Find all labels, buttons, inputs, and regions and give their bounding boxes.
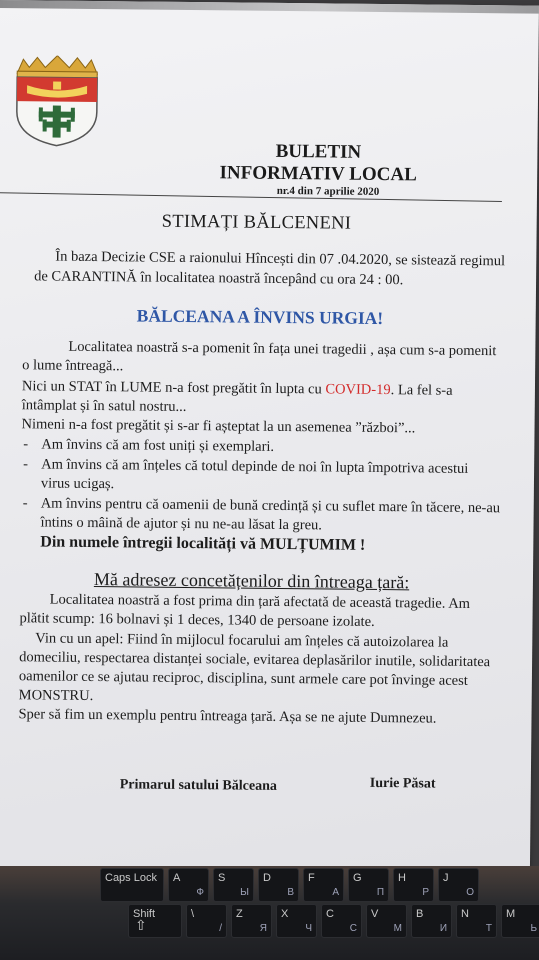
- signature-role: Primarul satului Bălceana: [119, 777, 277, 794]
- keyboard-key: [501, 904, 539, 938]
- caps-lock-key: [100, 868, 164, 902]
- key-cyrillic-label: Ф: [196, 887, 204, 898]
- keyboard-key: [186, 904, 227, 938]
- bulletin-issue: nr.4 din 7 aprilie 2020: [276, 184, 380, 198]
- key-latin-label: X: [281, 908, 289, 920]
- keyboard-key: [348, 868, 389, 902]
- keyboard-key: [438, 868, 479, 902]
- key-cyrillic-label: Р: [422, 887, 429, 898]
- bullet-3-line2: întins o mâină de ajutor și nu ne-au lăsat la greu.: [40, 514, 323, 534]
- paragraph2-line1: [22, 378, 453, 400]
- signature-name: Iurie Păsat: [369, 775, 436, 792]
- paragraph4-line1: Localitatea noastră a fost prima din țară afectată de această tragedie. Am: [49, 591, 471, 612]
- key-latin-label: D: [263, 872, 271, 884]
- key-cyrillic-label: Т: [485, 923, 492, 934]
- keyboard-key: [231, 904, 272, 938]
- key-latin-label: S: [218, 872, 226, 884]
- key-cyrillic-label: М: [393, 923, 402, 934]
- paragraph5-line2: domeciliu, respectarea distanței sociale, evitarea deplasărilor inutile, solidaritatea: [19, 649, 491, 671]
- paragraph1-line2: o lume întreagă...: [22, 357, 124, 375]
- paragraph2-text: Nici un STAT în LUME n-a fost pregătit în lupta cu: [21, 378, 326, 398]
- key-latin-label: B: [416, 908, 424, 920]
- thanks-line: Din numele întregii localități vă MULȚUMIM !: [40, 533, 366, 554]
- key-latin-label: J: [443, 872, 449, 884]
- bullet-2-line1: Am învins că am înțeles că totul depinde de noi în lupta împotriva acestui: [41, 456, 469, 477]
- coat-of-arms-icon: [8, 55, 105, 148]
- bulletin-title-line2: INFORMATIV LOCAL: [219, 162, 417, 186]
- keyboard-key: [393, 868, 434, 902]
- key-latin-label: Z: [236, 908, 243, 920]
- key-cyrillic-label: Я: [259, 923, 267, 934]
- intro-line-2: de CARANTINĂ în localitatea noastră începând cu ora 24 : 00.: [34, 268, 404, 289]
- address-heading: Mă adresez concetățenilor din întreaga țară:: [93, 569, 410, 593]
- paragraph4-line2: plătit scump: 16 bolnavi și 1 deces, 1340 de persoane izolate.: [19, 610, 375, 630]
- key-latin-label: F: [308, 872, 315, 884]
- paragraph6: Sper să fim un exemplu pentru întreaga țară. Așa se ne ajute Dumnezeu.: [18, 706, 437, 727]
- paragraph3: Nimeni n-a fost pregătit și s-ar fi așteptat la un asemenea ”război”...: [21, 416, 416, 437]
- key-latin-label: N: [461, 908, 469, 920]
- key-latin-label: H: [398, 872, 406, 884]
- key-latin-label: \: [191, 908, 195, 920]
- paragraph2-line2: întâmplat și în satul nostru...: [21, 397, 187, 415]
- key-latin-label: A: [173, 872, 181, 884]
- bullet-marker: -: [23, 436, 29, 453]
- key-latin-label: C: [326, 908, 334, 920]
- bullet-marker: -: [23, 456, 29, 473]
- paragraph2-tail: . La fel s-a: [390, 382, 453, 399]
- keyboard-key: [303, 868, 344, 902]
- keyboard-key: [258, 868, 299, 902]
- key-cyrillic-label: С: [349, 923, 357, 934]
- bullet-2-line2: virus ucigaș.: [40, 475, 115, 493]
- intro-line-1: În baza Decizie CSE a raionului Hîncești din 07 .04.2020, se sistează regimul: [55, 248, 506, 270]
- paragraph5-line1: Vin cu un apel: Fiind în mijlocul focarului am înțeles că autoizolarea la: [35, 630, 449, 651]
- keyboard-key: [456, 904, 497, 938]
- keyboard-key: [168, 868, 209, 902]
- main-heading: BĂLCEANA A ÎNVINS URGIA!: [136, 305, 384, 329]
- keyboard-key: [321, 904, 362, 938]
- caps-lock-label: Caps Lock: [105, 872, 157, 884]
- shift-arrow-icon: ⇧: [135, 917, 147, 933]
- key-cyrillic-label: П: [376, 887, 384, 898]
- covid-highlight: COVID-19: [325, 381, 391, 399]
- key-latin-label: V: [371, 908, 379, 920]
- bullet-marker: -: [22, 495, 28, 512]
- key-latin-label: G: [353, 872, 362, 884]
- shift-key: [128, 904, 182, 938]
- keyboard-key: [213, 868, 254, 902]
- key-cyrillic-label: Ь: [530, 923, 537, 934]
- key-cyrillic-label: Ч: [305, 923, 312, 934]
- key-cyrillic-label: Ы: [240, 887, 249, 898]
- key-cyrillic-label: О: [466, 887, 474, 898]
- key-cyrillic-label: В: [287, 887, 294, 898]
- bullet-1: Am învins că am fost uniți și exemplari.: [41, 436, 275, 455]
- paragraph1-line1: Localitatea noastră s-a pomenit în fața unei tragedii , așa cum s-a pomenit: [68, 338, 497, 360]
- page-top-edge: [0, 0, 539, 14]
- keyboard-background: [0, 866, 539, 960]
- key-cyrillic-label: /: [219, 923, 222, 934]
- key-latin-label: M: [506, 908, 516, 920]
- bulletin-title-line1: BULETIN: [275, 140, 362, 163]
- shift-label: Shift: [133, 908, 156, 920]
- paragraph5-line3: oamenilor ce se ajutau reciproc, disciplina, sunt armele care pot învinge acest: [18, 668, 468, 689]
- keyboard-key: [276, 904, 317, 938]
- keyboard-key: [411, 904, 452, 938]
- header-divider: [0, 192, 502, 202]
- bullet-3-line1: Am învins pentru că oamenii de bună credință și cu suflet mare în tăcere, ne-au: [40, 495, 501, 517]
- key-cyrillic-label: А: [332, 887, 339, 898]
- key-cyrillic-label: И: [439, 923, 447, 934]
- paragraph5-line4: MONSTRU.: [18, 687, 94, 705]
- keyboard-key: [366, 904, 407, 938]
- document-title: STIMAȚI BĂLCENENI: [161, 211, 352, 234]
